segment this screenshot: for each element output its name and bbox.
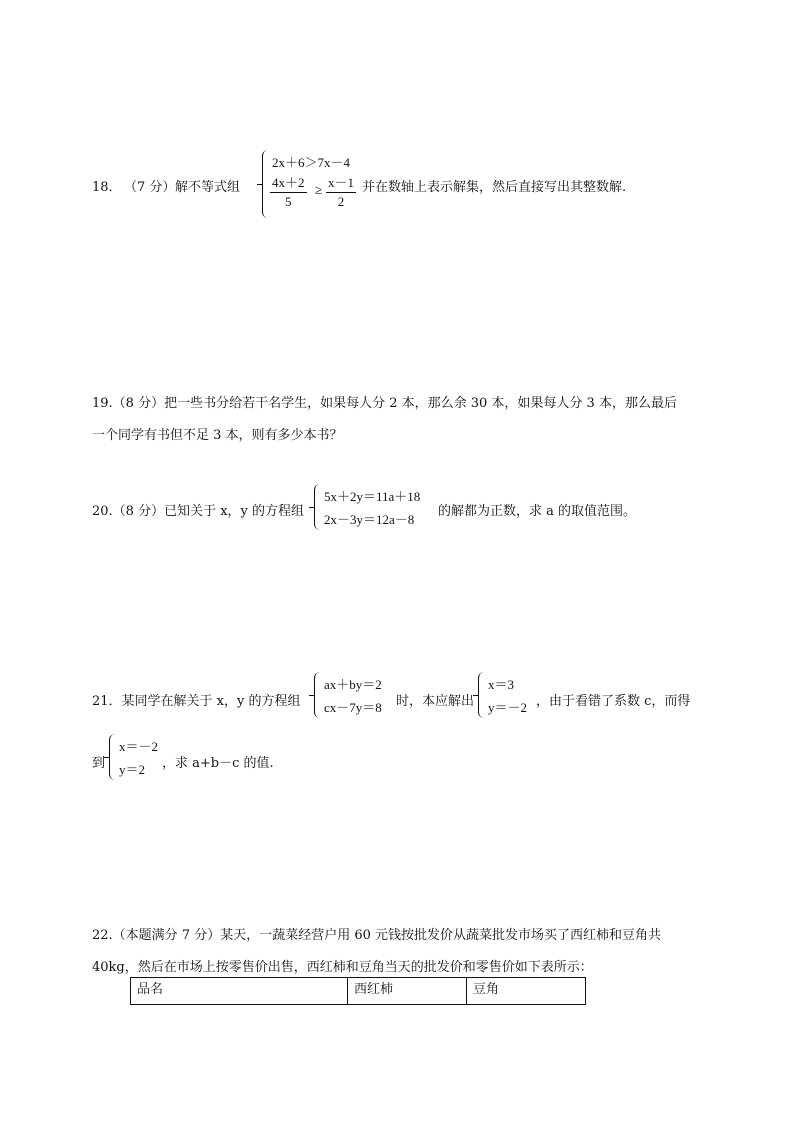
q20-equation-system — [314, 484, 438, 530]
q22-line-1: 22.（本题满分 7 分）某天，一蔬菜经营户用 60 元钱按批发价从蔬菜批发市场买了西红柿和豆角共 — [92, 928, 662, 943]
q20-equation-2: 2x－3y＝12a－8 — [324, 512, 415, 527]
q18-fraction-left: 4x＋2 5 — [272, 175, 305, 209]
q21-line-2-tail: ，求 a+b－c 的值. — [162, 756, 274, 771]
q18-fraction-right: x－1 2 — [328, 175, 355, 209]
left-brace — [262, 150, 269, 218]
q18-number: 18． — [92, 180, 122, 195]
left-brace — [109, 734, 116, 780]
q21-solution-x: x＝3 — [488, 677, 515, 692]
q18-inequality-system — [262, 150, 358, 218]
q21-line-2-start: 到 — [92, 756, 106, 771]
table-header-cell: 豆角 — [467, 978, 586, 1005]
q18-inequality-1: 2x＋6＞7x－4 — [272, 155, 351, 170]
q21-prompt-middle: 时，本应解出 — [396, 694, 475, 709]
q21-solution-y: y＝－2 — [488, 700, 528, 715]
q21-wrong-solution — [109, 734, 165, 780]
table-header-cell: 西红柿 — [348, 978, 467, 1005]
q22-price-table — [130, 977, 586, 1005]
q22-line-2: 40kg，然后在市场上按零售价出售，西红柿和豆角当天的批发价和零售价如下表所示： — [92, 960, 593, 975]
q21-wrong-x: x＝－2 — [119, 739, 159, 754]
q20-equation-1: 5x＋2y＝11a＋18 — [324, 489, 421, 504]
q21-correct-solution — [478, 672, 536, 718]
q21-equation-system — [314, 672, 396, 718]
q21-wrong-y: y＝2 — [119, 762, 146, 777]
left-brace — [478, 672, 485, 718]
left-brace — [314, 672, 321, 718]
left-brace — [314, 484, 321, 530]
q21-equation-2: cx－7y＝8 — [324, 700, 382, 715]
q20-prompt: 20.（8 分）已知关于 x，y 的方程组 — [92, 504, 305, 519]
q18-prompt-tail: 并在数轴上表示解集，然后直接写出其整数解. — [362, 180, 627, 195]
q20-prompt-tail: 的解都为正数，求 a 的取值范围。 — [438, 504, 637, 519]
table-row — [131, 978, 586, 1005]
q19-line-2: 一个同学有书但不足 3 本，则有多少本书？ — [92, 428, 343, 443]
table-header-cell: 品名 — [131, 978, 348, 1005]
q21-equation-1: ax＋by＝2 — [324, 677, 382, 692]
q18-prompt: 解不等式组 — [175, 180, 241, 195]
q18-geq-symbol: ≥ — [315, 182, 323, 197]
q21-prompt-tail: ，由于看错了系数 c，而得 — [536, 694, 691, 709]
q18-score: （7 分） — [124, 180, 176, 195]
q19-line-1: 19.（8 分）把一些书分给若干名学生，如果每人分 2 本，那么余 30 本，如果每人分 3 本，那么最后 — [92, 396, 677, 411]
q21-prompt: 21．某同学在解关于 x，y 的方程组 — [92, 694, 301, 709]
